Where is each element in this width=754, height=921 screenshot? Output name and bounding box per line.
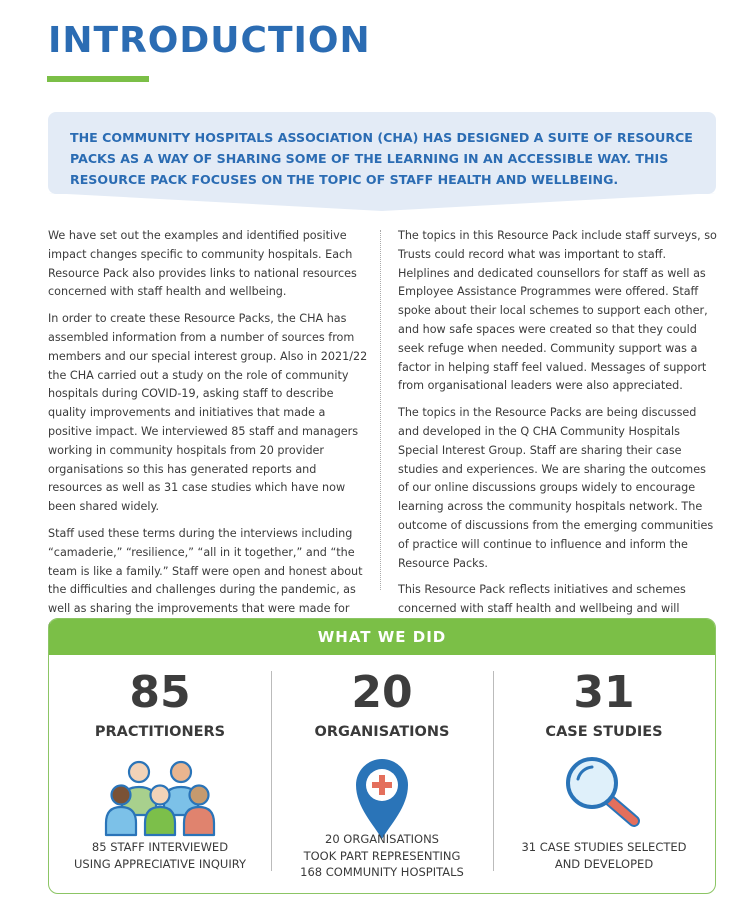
stat-caption-line: 168 COMMUNITY HOSPITALS xyxy=(300,865,464,879)
stat-label: PRACTITIONERS xyxy=(94,724,226,740)
stat-number: 85 xyxy=(129,667,191,718)
magnifying-glass-icon xyxy=(562,755,646,831)
people-group-icon xyxy=(104,755,216,837)
left-paragraph-3: Staff used these terms during the interviews including “camaderie,” “resilience,” “all in it together,” and “the team is like a family.” Staff were open and honest about the difficulties and challenges during the pandemic, as well as sharing the improvements that were made for xyxy=(48,526,363,616)
stat-practitioners xyxy=(49,659,271,837)
left-paragraph-2: In order to create these Resource Packs, the CHA has assembled information from a number of sources from members and our special interest group. Also in 2021/22 the CHA carried out a study on the role of community hospitals during COVID-19, asking staff to describe quality improvements and initiatives that made a positive impact. We interviewed 85 staff and managers working in community hospitals from 20 provider organisations so this has generated reports and resources as well as 31 case studies which have now been shared widely. xyxy=(48,312,368,514)
column-divider xyxy=(380,230,381,590)
intro-callout-text: THE COMMUNITY HOSPITALS ASSOCIATION (CHA) HAS DESIGNED A SUITE OF RESOURCE PACKS AS A WAY OF SHARING SOME OF THE LEARNING IN AN ACCESSIBLE WAY. THIS RESOURCE PACK FOCUSES ON THE TOPIC OF STAFF HEALTH AND WELLBEING. xyxy=(70,130,693,187)
stat-organisations xyxy=(271,659,493,841)
callout-pointer xyxy=(48,193,716,211)
stat-caption-line: 31 CASE STUDIES SELECTED xyxy=(521,840,687,854)
stat-case-studies xyxy=(493,659,715,831)
page-title: INTRODUCTION xyxy=(48,20,371,61)
left-paragraph-1: We have set out the examples and identified positive impact changes specific to community hospitals. Each Resource Pack also provides links to national resources concerned with staff health and wellbeing. xyxy=(48,229,357,299)
stat-caption-line: 20 ORGANISATIONS xyxy=(325,832,439,846)
what-we-did-heading: WHAT WE DID xyxy=(49,619,715,655)
right-text-column xyxy=(398,227,718,646)
stat-caption-line: USING APPRECIATIVE INQUIRY xyxy=(73,856,246,871)
stat-number: 20 xyxy=(351,667,413,718)
stat-label: ORGANISATIONS xyxy=(314,724,450,740)
stat-caption-line: TOOK PART REPRESENTING xyxy=(303,848,461,863)
stat-caption-line: 85 STAFF INTERVIEWED xyxy=(91,840,229,854)
stat-label: CASE STUDIES xyxy=(545,724,663,740)
right-paragraph-3: This Resource Pack reflects initiatives and schemes concerned with staff health and wellbeing and will xyxy=(398,583,686,616)
title-underline xyxy=(47,76,149,82)
location-pin-cross-icon xyxy=(352,755,412,841)
right-paragraph-1: The topics in this Resource Pack include staff surveys, so Trusts could record what was important to staff. Helplines and dedicated counsellors for staff as well as Employee Assistance Programmes were offered. Staff spoke about their local schemes to support each other, and how safe spaces were created so that they could seek refuge when needed. Community support was a factor in helping staff feel valued. Messages of support from organisational leaders were also appreciated. xyxy=(398,229,717,393)
right-paragraph-2: The topics in the Resource Packs are being discussed and developed in the Q CHA Community Hospitals Special Interest Group. Staff are sharing their case studies and experiences. We are sharing the outcomes of our online discussions groups widely to encourage learning across the community hospitals network. The outcome of discussions from the emerging communities of practice will continue to influence and inform the Resource Packs. xyxy=(398,406,714,570)
stat-number: 31 xyxy=(573,667,635,718)
stat-caption xyxy=(493,839,715,872)
left-text-column xyxy=(48,227,368,646)
what-we-did-panel xyxy=(48,618,716,894)
stat-caption xyxy=(49,839,271,872)
stat-caption-line: AND DEVELOPED xyxy=(554,856,654,871)
stat-caption xyxy=(271,831,493,881)
